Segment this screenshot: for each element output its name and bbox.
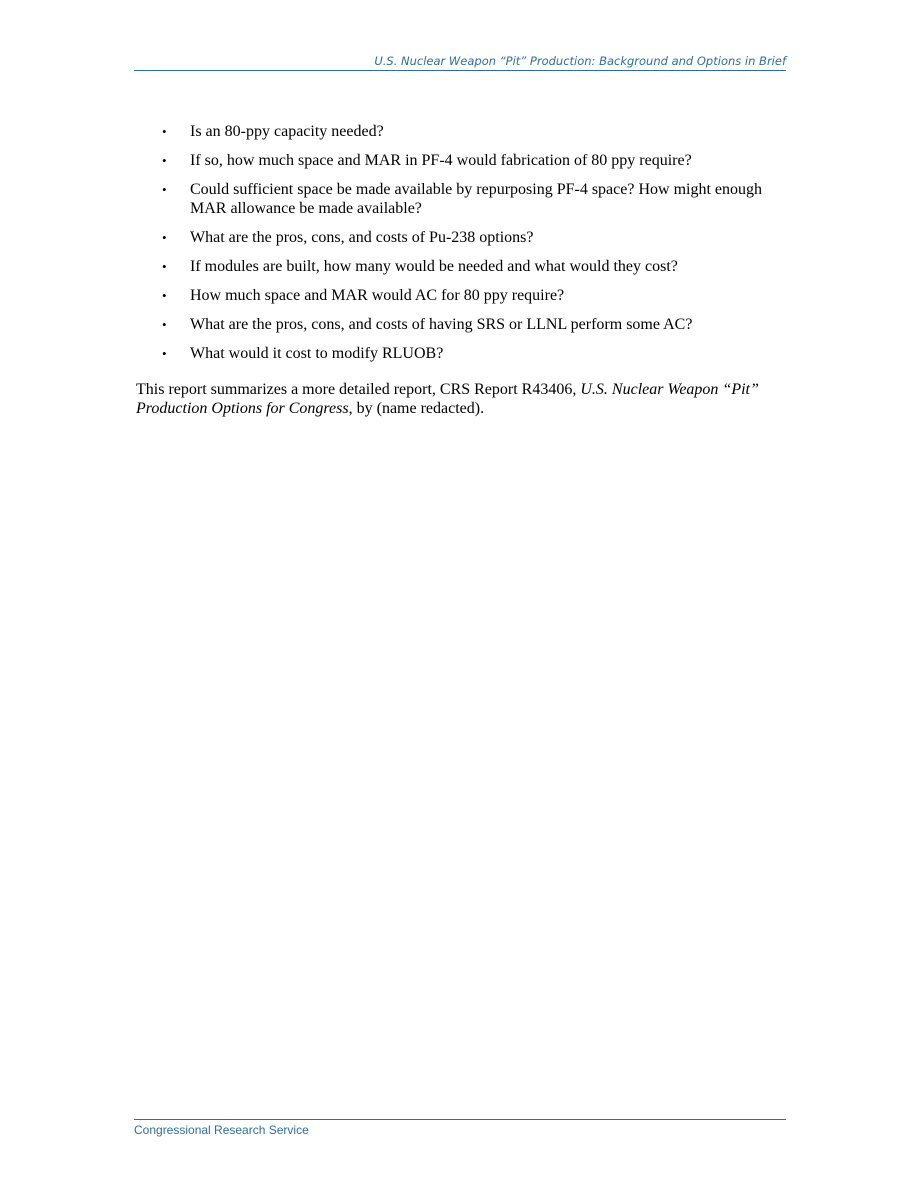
list-item-text: What are the pros, cons, and costs of Pu-238 options? (190, 229, 534, 246)
list-item (136, 180, 786, 218)
bullet-icon: • (162, 288, 167, 303)
summary-paragraph (136, 380, 788, 418)
list-item-text: What would it cost to modify RLUOB? (190, 345, 444, 362)
bullet-icon: • (162, 230, 167, 245)
question-list (136, 122, 786, 373)
running-header (134, 54, 786, 71)
bullet-icon: • (162, 124, 167, 139)
list-item-text: If so, how much space and MAR in PF-4 would fabrication of 80 ppy require? (190, 152, 692, 169)
footer-text: Congressional Research Service (134, 1123, 309, 1137)
list-item (136, 257, 786, 276)
report-title: U.S. Nuclear Weapon “Pit” Production Options for Congress (136, 381, 759, 417)
list-item (136, 344, 786, 363)
running-footer (134, 1119, 786, 1137)
bullet-icon: • (162, 182, 167, 197)
list-item-text: Is an 80-ppy capacity needed? (190, 123, 384, 140)
list-item (136, 286, 786, 305)
list-item-text: What are the pros, cons, and costs of having SRS or LLNL perform some AC? (190, 316, 693, 333)
bullet-icon: • (162, 259, 167, 274)
list-item (136, 122, 786, 141)
bullet-icon: • (162, 346, 167, 361)
bullet-icon: • (162, 317, 167, 332)
list-item-text: How much space and MAR would AC for 80 ppy require? (190, 287, 565, 304)
summary-tail: , by (name redacted). (348, 400, 485, 417)
bullet-icon: • (162, 153, 167, 168)
list-item (136, 151, 786, 170)
running-header-title: U.S. Nuclear Weapon “Pit” Production: Background and Options in Brief (374, 54, 786, 68)
list-item (136, 228, 786, 247)
list-item-text: If modules are built, how many would be needed and what would they cost? (190, 258, 678, 275)
summary-lead: This report summarizes a more detailed report, CRS Report R43406, (136, 381, 581, 398)
list-item (136, 315, 786, 334)
list-item-text: Could sufficient space be made available by repurposing PF-4 space? How might enough MAR allowance be made available? (190, 181, 763, 217)
